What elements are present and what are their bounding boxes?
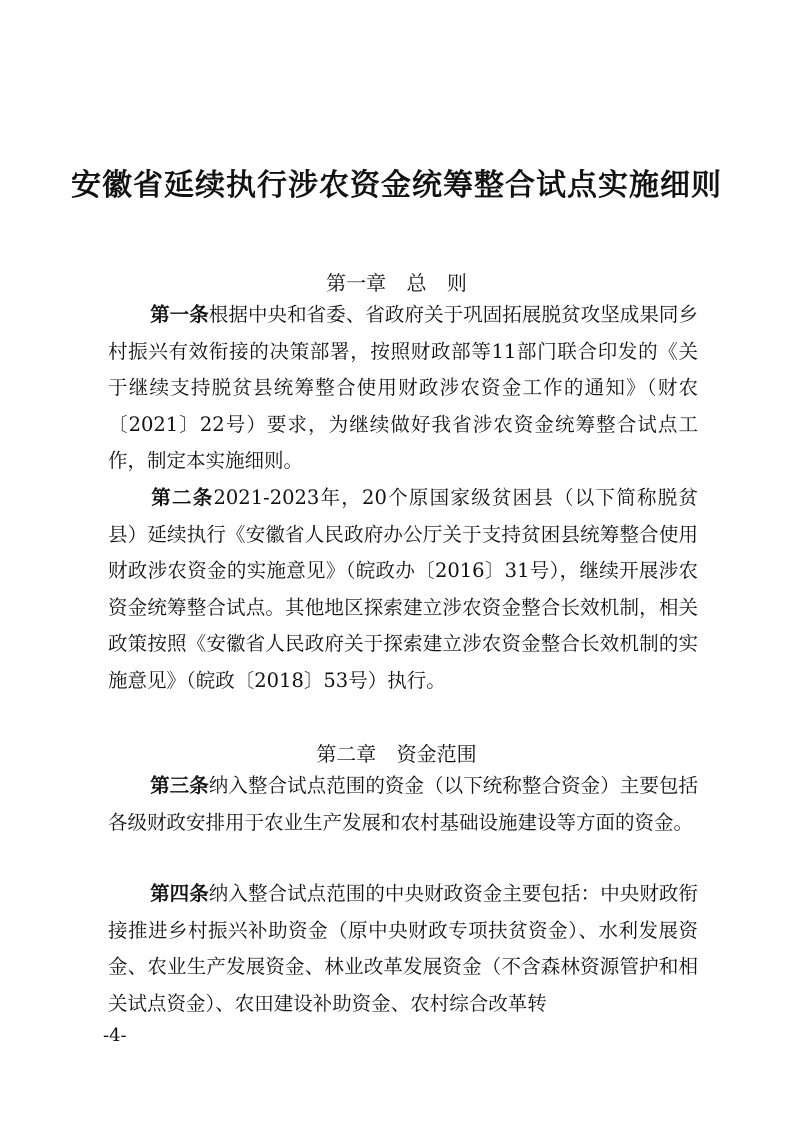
chapter-heading-1: 第一章 总 则 <box>326 271 467 295</box>
article-3 <box>108 768 698 841</box>
article-2 <box>108 480 698 699</box>
article-4 <box>108 876 698 1022</box>
article-text: 纳入整合试点范围的中央财政资金主要包括：中央财政衔接推进乡村振兴补助资金（原中央财政专项扶贫资金）、水利发展资金、农业生产发展资金、林业改革发展资金（不含森林资源管护和相关试点资金）、农田建设补助资金、农村综合改革转 <box>108 882 698 1015</box>
article-text: 纳入整合试点范围的资金（以下统称整合资金）主要包括各级财政安排用于农业生产发展和农村基础设施建设等方面的资金。 <box>108 774 698 834</box>
article-label: 第三条 <box>150 774 209 797</box>
page-number: -4- <box>103 1025 127 1046</box>
article-label: 第二条 <box>150 486 214 509</box>
chapter-heading-2: 第二章 资金范围 <box>316 742 477 766</box>
document-title: 安徽省延续执行涉农资金统筹整合试点实施细则 <box>71 168 722 203</box>
article-text: 2021-2023年，20个原国家级贫困县（以下简称脱贫县）延续执行《安徽省人民政府办公厅关于支持贫困县统筹整合使用财政涉农资金的实施意见》（皖政办〔2016〕31号），继续开展涉农资金统筹整合试点。其他地区探索建立涉农资金整合长效机制，相关政策按照《安徽省人民政府关于探索建立涉农资金整合长效机制的实施意见》（皖政〔2018〕53号）执行。 <box>108 486 698 692</box>
article-text: 根据中央和省委、省政府关于巩固拓展脱贫攻坚成果同乡村振兴有效衔接的决策部署，按照财政部等11部门联合印发的《关于继续支持脱贫县统筹整合使用财政涉农资金工作的通知》（财农〔2021〕22号）要求，为继续做好我省涉农资金统筹整合试点工作，制定本实施细则。 <box>108 303 698 472</box>
article-1 <box>108 297 698 480</box>
article-label: 第四条 <box>150 882 209 905</box>
article-label: 第一条 <box>150 303 209 326</box>
